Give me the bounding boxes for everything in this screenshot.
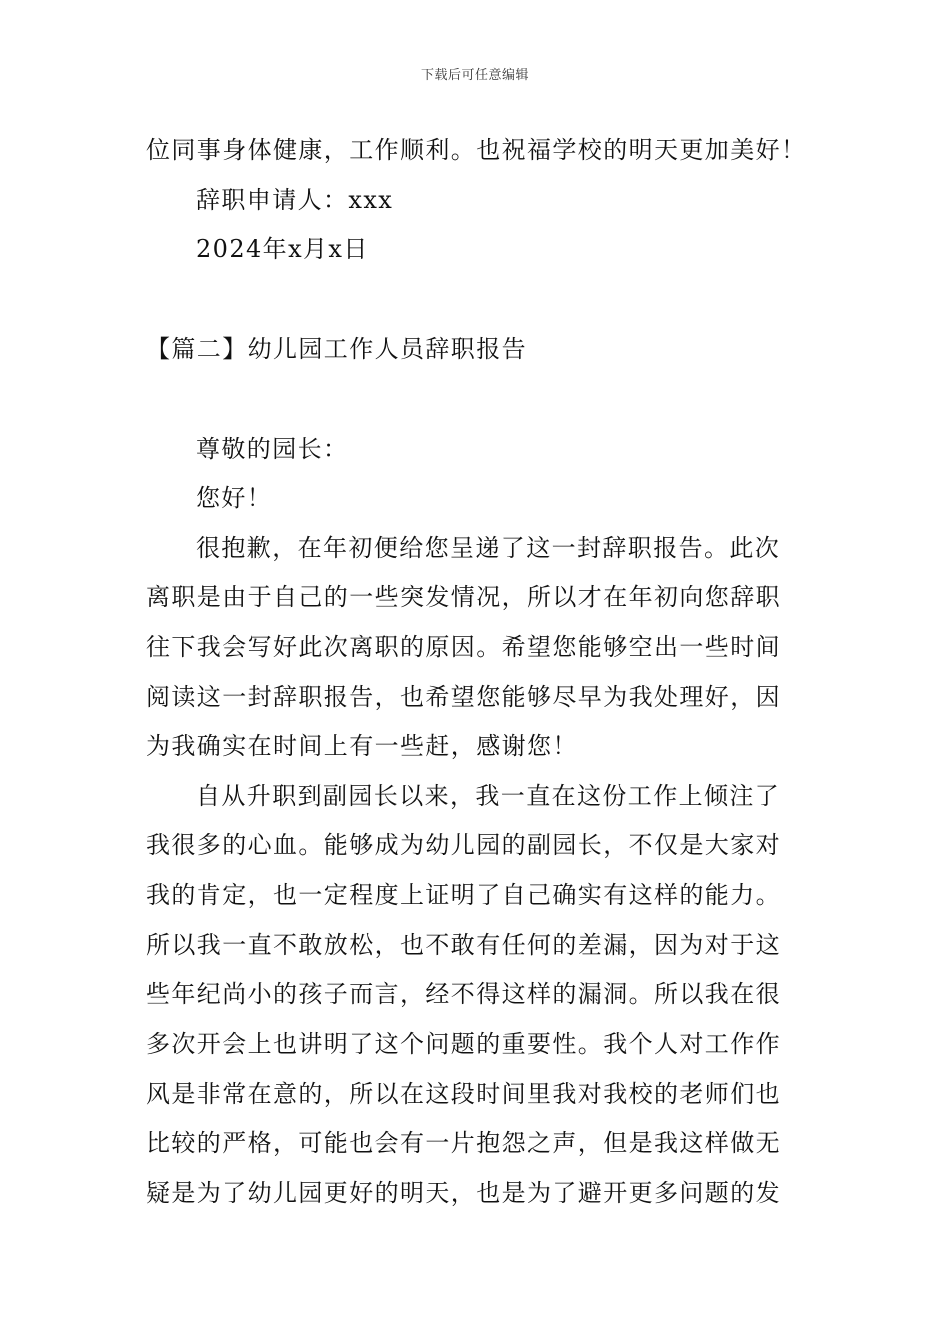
paragraph-line: 我的肯定，也一定程度上证明了自己确实有这样的能力。	[146, 881, 781, 909]
paragraph-line: 风是非常在意的，所以在这段时间里我对我校的老师们也	[146, 1080, 781, 1108]
paragraph-line: 离职是由于自己的一些突发情况，所以才在年初向您辞职	[146, 583, 781, 611]
page-header: 下载后可任意编辑	[420, 68, 529, 83]
signature-line: 辞职申请人：xxx	[196, 186, 394, 214]
closing-line: 位同事身体健康，工作顺利。也祝福学校的明天更加美好！	[146, 136, 807, 164]
paragraph-line: 些年纪尚小的孩子而言，经不得这样的漏洞。所以我在很	[146, 980, 781, 1008]
paragraph-line: 我很多的心血。能够成为幼儿园的副园长，不仅是大家对	[146, 831, 781, 859]
paragraph-line: 为我确实在时间上有一些赶，感谢您！	[146, 732, 578, 760]
paragraph-line: 比较的严格，可能也会有一片抱怨之声，但是我这样做无	[146, 1129, 781, 1157]
paragraph-line: 阅读这一封辞职报告，也希望您能够尽早为我处理好，因	[146, 683, 781, 711]
section-title: 【篇二】幼儿园工作人员辞职报告	[146, 335, 527, 363]
paragraph-line: 自从升职到副园长以来，我一直在这份工作上倾注了	[196, 782, 781, 810]
greeting: 您好！	[196, 484, 273, 512]
salutation: 尊敬的园长：	[196, 435, 349, 463]
paragraph-line: 很抱歉，在年初便给您呈递了这一封辞职报告。此次	[196, 534, 781, 562]
paragraph-line: 所以我一直不敢放松，也不敢有任何的差漏，因为对于这	[146, 931, 781, 959]
date-line: 2024年x月x日	[196, 235, 369, 263]
paragraph-line: 多次开会上也讲明了这个问题的重要性。我个人对工作作	[146, 1030, 781, 1058]
paragraph-line: 疑是为了幼儿园更好的明天，也是为了避开更多问题的发	[146, 1179, 781, 1207]
paragraph-line: 往下我会写好此次离职的原因。希望您能够空出一些时间	[146, 633, 781, 661]
